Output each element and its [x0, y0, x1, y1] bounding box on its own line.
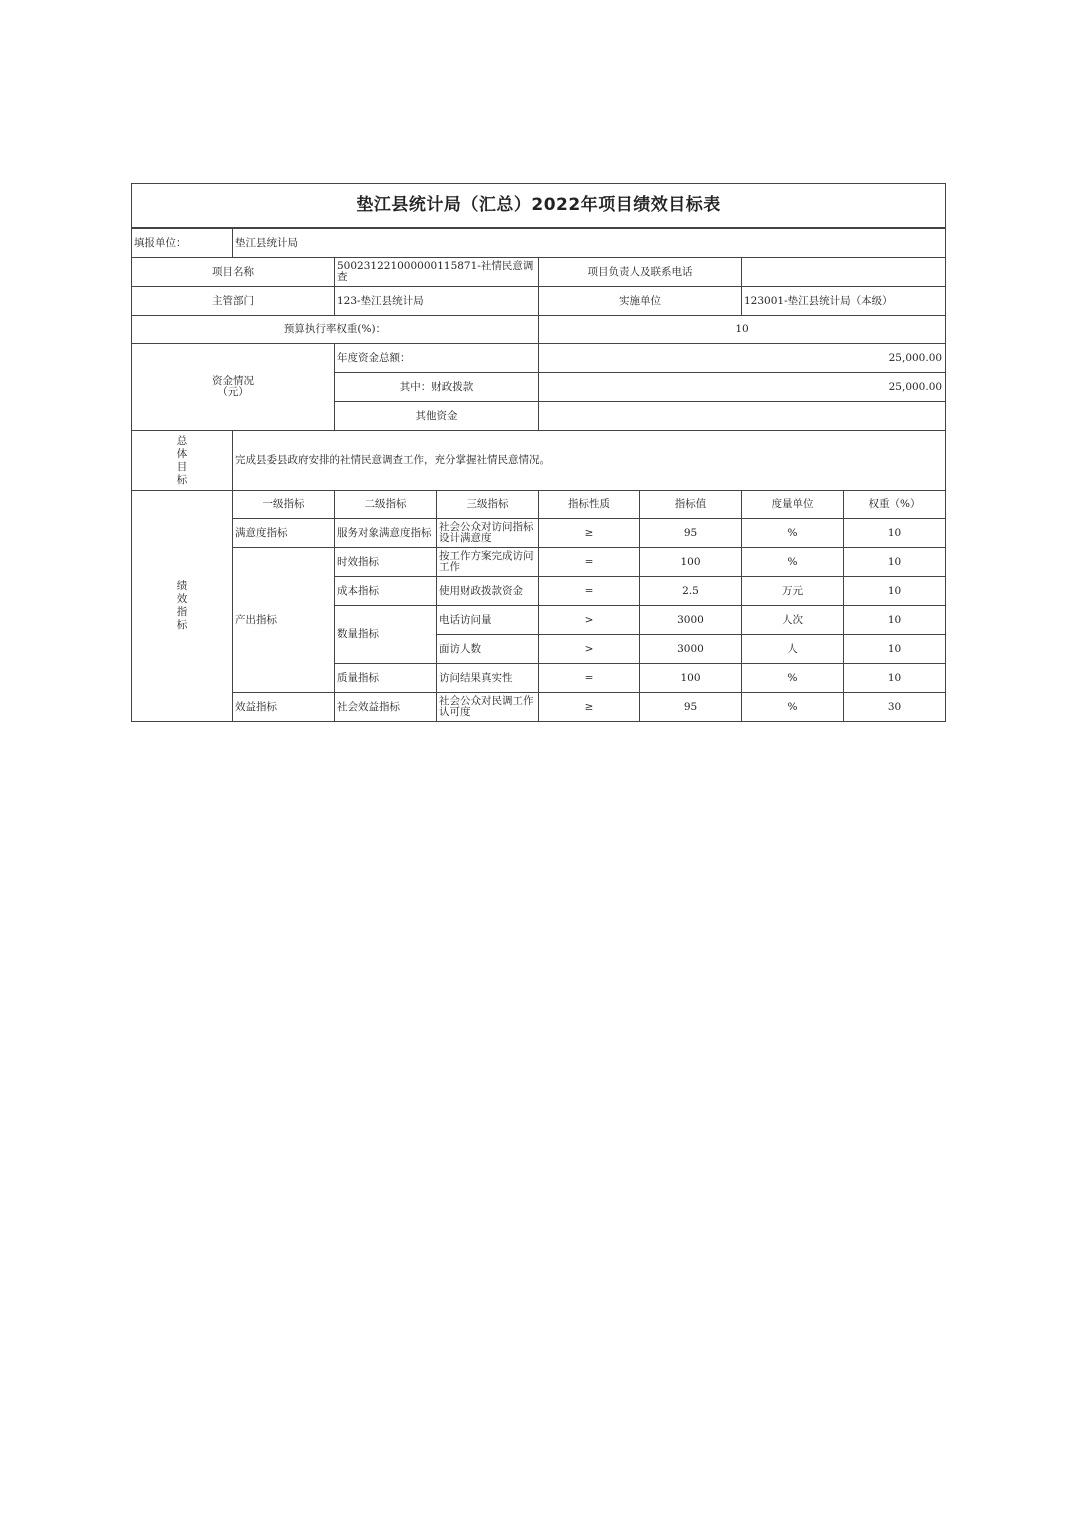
performance-target-sheet [131, 183, 945, 722]
header-value: 指标值 [640, 491, 742, 519]
unit-cell: % [742, 693, 844, 722]
annual-total-value: 25,000.00 [539, 344, 946, 373]
nature-cell: ≥ [539, 519, 640, 548]
weight-cell: 10 [844, 664, 946, 693]
unit-cell: % [742, 519, 844, 548]
nature-cell: = [539, 548, 640, 577]
table-row [132, 519, 946, 548]
level2-cost: 成本指标 [335, 577, 437, 606]
weight-cell: 10 [844, 548, 946, 577]
other-funds-value [539, 402, 946, 431]
project-contact-value [742, 258, 946, 287]
level3-cell: 使用财政拨款资金 [437, 577, 539, 606]
header-unit: 度量单位 [742, 491, 844, 519]
level1-benefit: 效益指标 [233, 693, 335, 722]
budget-weight-value: 10 [539, 316, 946, 344]
fiscal-funds-label: 其中：财政拨款 [335, 373, 539, 402]
funds-label [132, 344, 335, 431]
implementer-value: 123001-垫江县统计局（本级） [742, 287, 946, 316]
value-cell: 3000 [640, 606, 742, 635]
weight-cell: 10 [844, 519, 946, 548]
table-row [132, 693, 946, 722]
unit-cell: % [742, 548, 844, 577]
level2-service-satisfaction: 服务对象满意度指标 [335, 519, 437, 548]
level3-cell: 电话访问量 [437, 606, 539, 635]
level3-cell: 社会公众对民调工作认可度 [437, 693, 539, 722]
value-cell: 100 [640, 548, 742, 577]
table-row [132, 548, 946, 577]
weight-cell: 30 [844, 693, 946, 722]
nature-cell: = [539, 664, 640, 693]
level3-cell: 访问结果真实性 [437, 664, 539, 693]
fill-unit-label: 填报单位： [132, 228, 233, 258]
nature-cell: ≥ [539, 693, 640, 722]
header-nature: 指标性质 [539, 491, 640, 519]
performance-target-table [131, 183, 946, 722]
unit-cell: 人 [742, 635, 844, 664]
fill-unit-value: 垫江县统计局 [233, 228, 946, 258]
other-funds-label: 其他资金 [335, 402, 539, 431]
weight-cell: 10 [844, 577, 946, 606]
level1-satisfaction: 满意度指标 [233, 519, 335, 548]
value-cell: 95 [640, 693, 742, 722]
overall-goal-label: 总 体 目 标 [132, 431, 233, 491]
fiscal-funds-value: 25,000.00 [539, 373, 946, 402]
annual-total-label: 年度资金总额： [335, 344, 539, 373]
weight-cell: 10 [844, 635, 946, 664]
header-level2: 二级指标 [335, 491, 437, 519]
level2-social-benefit: 社会效益指标 [335, 693, 437, 722]
budget-weight-label: 预算执行率权重(%)： [132, 316, 539, 344]
level2-timeliness: 时效指标 [335, 548, 437, 577]
header-level3: 三级指标 [437, 491, 539, 519]
overall-goal-text: 完成县委县政府安排的社情民意调查工作，充分掌握社情民意情况。 [233, 431, 946, 491]
indicators-label: 绩 效 指 标 [132, 491, 233, 722]
project-contact-label: 项目负责人及联系电话 [539, 258, 742, 287]
nature-cell: > [539, 635, 640, 664]
department-label: 主管部门 [132, 287, 335, 316]
unit-cell: % [742, 664, 844, 693]
weight-cell: 10 [844, 606, 946, 635]
value-cell: 2.5 [640, 577, 742, 606]
header-weight: 权重（%） [844, 491, 946, 519]
value-cell: 3000 [640, 635, 742, 664]
level3-cell: 面访人数 [437, 635, 539, 664]
level3-cell: 按工作方案完成访问工作 [437, 548, 539, 577]
table-title: 垫江县统计局（汇总）2022年项目绩效目标表 [132, 184, 946, 229]
project-name-value: 500231221000000115871-社情民意调查 [335, 258, 539, 287]
nature-cell: = [539, 577, 640, 606]
funds-label-line2: （元） [217, 386, 249, 398]
level3-cell: 社会公众对访问指标设计满意度 [437, 519, 539, 548]
nature-cell: > [539, 606, 640, 635]
unit-cell: 万元 [742, 577, 844, 606]
funds-label-line1: 资金情况 [212, 375, 254, 387]
department-value: 123-垫江县统计局 [335, 287, 539, 316]
value-cell: 100 [640, 664, 742, 693]
level2-quantity: 数量指标 [335, 606, 437, 664]
value-cell: 95 [640, 519, 742, 548]
project-name-label: 项目名称 [132, 258, 335, 287]
level2-quality: 质量指标 [335, 664, 437, 693]
implementer-label: 实施单位 [539, 287, 742, 316]
unit-cell: 人次 [742, 606, 844, 635]
level1-output: 产出指标 [233, 548, 335, 693]
header-level1: 一级指标 [233, 491, 335, 519]
